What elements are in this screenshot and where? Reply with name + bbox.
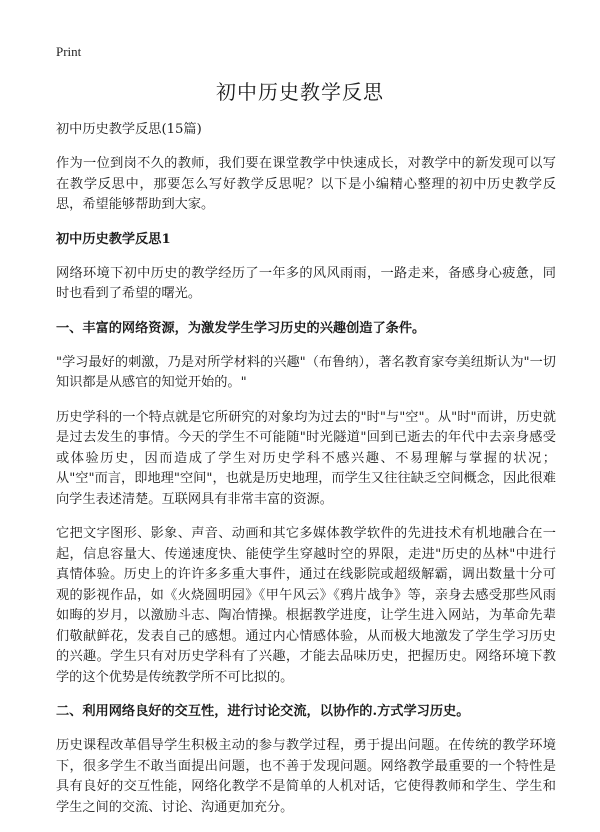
document-subtitle: 初中历史教学反思(15篇) <box>56 122 202 137</box>
paragraph-1: 网络环境下初中历史的教学经历了一年多的风风雨雨，一路走来，备感身心疲惫，同时也看到了希望的曙光。 <box>56 265 556 301</box>
section-title: 初中历史教学反思1 <box>56 231 171 247</box>
heading-1: 一、丰富的网络资源，为激发学生学习历史的兴趣创造了条件。 <box>56 320 426 336</box>
paragraph-4: 它把文字图形、影象、声音、动画和其它多媒体教学软件的先进技术有机地融合在一起，信息容量大、传递速度快、能使学生穿越时空的界限，走进"历史的丛林"中进行真情体验。历史上的许许多多重大事件，通过在线影院或超级解霸，调出数量十分可观的影视作品，如《火烧圆明园》《甲午风云》《鸦片战争》等，亲身去感受那些风雨如晦的岁月，以激励斗志、陶冶情操。根据教学进度，让学生进入网站，为革命先辈们敬献鲜花，发表自己的感想。通过内心情感体验，从而极大地激发了学生学习历史的兴趣。学生只有对历史学科有了兴趣，才能去品味历史，把握历史。网络环境下教学的这个优势是传统教学所不可比拟的。 <box>56 526 556 685</box>
document-body <box>56 120 556 832</box>
paragraph-3: 历史学科的一个特点就是它所研究的对象均为过去的"时"与"空"。从"时"而讲，历史就是过去发生的事情。今天的学生不可能随"时光隧道"回到已逝去的年代中去亲身感受或体验历史，因而造成了学生对历史学科不感兴趣、不易理解与掌握的状况；从"空"而言，即地理"空间"，也就是历史地理，而学生又往往缺乏空间概念，因此很难向学生表述清楚。互联网具有非常丰富的资源。 <box>56 409 556 507</box>
heading-2: 二、利用网络良好的交互性，进行讨论交流，以协作的.方式学习历史。 <box>56 704 470 719</box>
intro-paragraph: 作为一位到岗不久的教师，我们要在课堂教学中快速成长，对教学中的新发现可以写在教学反思中，那要怎么写好教学反思呢？以下是小编精心整理的初中历史教学反思，希望能够帮助到大家。 <box>56 156 556 212</box>
print-link[interactable]: Print <box>56 44 82 59</box>
paragraph-2: "学习最好的刺激，乃是对所学材料的兴趣"（布鲁纳），著名教育家夸美纽斯认为"一切知识都是从感官的知觉开始的。" <box>56 354 556 390</box>
page-title: 初中历史教学反思 <box>216 80 384 104</box>
paragraph-5: 历史课程改革倡导学生积极主动的参与教学过程，勇于提出问题。在传统的教学环境下，很多学生不敢当面提出问题，也不善于发现问题。网络教学最重要的一个特性是具有良好的交互性能，网络化教学不是简单的人机对话，它使得教师和学生、学生和学生之间的交流、讨论、沟通更加充分。 <box>56 738 556 815</box>
